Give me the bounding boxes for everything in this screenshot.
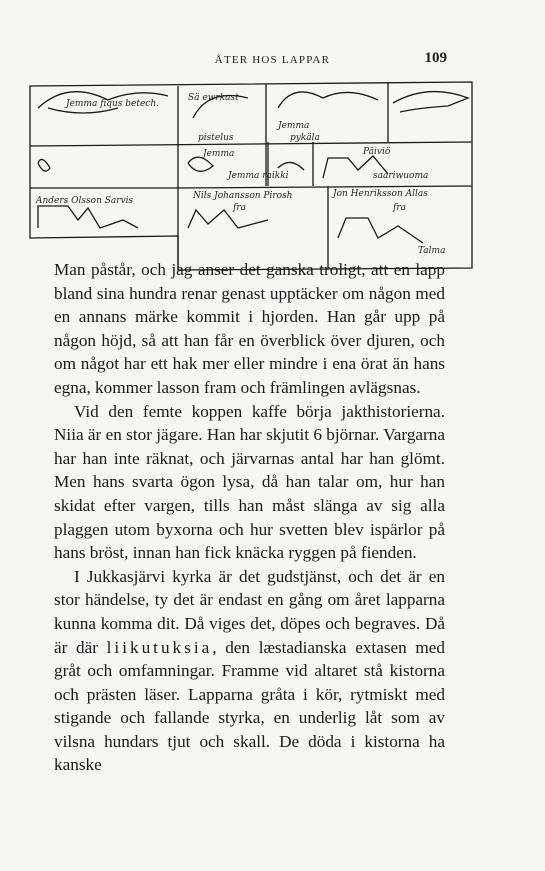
ear-mark-11 (338, 218, 423, 243)
paragraph (54, 258, 445, 400)
body-text (54, 258, 445, 777)
paragraph (54, 565, 445, 777)
mark-caption: fra (233, 203, 246, 213)
earmark-drawing (28, 78, 474, 273)
running-head: ÅTER HOS LAPPAR (214, 54, 331, 66)
reindeer-earmark-figure (28, 78, 474, 273)
mark-caption: Talma (418, 246, 446, 256)
paragraph-text: Vid den femte koppen kaffe börja jakthistorierna. Niia är en stor jägare. Han har skjutit 6 björnar. Vargarna har han inte räknat, och järvarnas antal har han glömt. Men hans svarta ögon lysa, då han talar om, hur han skidat efter vargen, tills han måst slänga av sig alla plaggen utom byxorna och hur svetten blev ispärlor på hans bröst, innan han fick knäcka ryggen på fienden. (54, 401, 445, 563)
ear-mark-5 (38, 159, 50, 171)
mark-caption: fra (393, 203, 406, 213)
mark-caption: Nils Johansson Pirosh (193, 191, 293, 201)
page-header (38, 50, 507, 74)
ear-mark-10 (188, 210, 268, 228)
mark-caption: Jon Henriksson Allas (333, 189, 428, 199)
ear-mark-4 (393, 92, 468, 112)
paragraph-text: I Jukkasjärvi kyrka är det gudstjänst, och det är en stor händelse, ty det är endast en gång om året lapparna kunna komma dit. Då viges det, döpes och begraves. Då är där (54, 566, 445, 657)
mark-caption: Jemma (203, 149, 235, 159)
mark-caption: Jemma (278, 121, 310, 131)
mark-caption: Päiviö (363, 147, 391, 157)
ear-mark-3 (278, 92, 378, 108)
paragraph-text: , den læstadianska extasen med gråt och omfamningar. Framme vid altaret stå kistorna och prästen läser. Lapparna gråta i kör, rytmiskt med stigande och fallande styrka, en underlig låt som av vilsna hundars tjut och skall. De döda i kistorna ha kanske (54, 637, 445, 775)
page-number: 109 (424, 50, 447, 66)
spaced-word: liikutuksia (106, 637, 213, 657)
mark-caption: Sä ewrkast (188, 93, 239, 103)
mark-caption: pistelus (198, 133, 234, 143)
mark-captions (35, 93, 445, 256)
ear-mark-6 (188, 157, 213, 171)
ear-mark-9 (38, 206, 138, 228)
ear-mark-7 (278, 162, 304, 170)
mark-caption: Anders Olsson Sarvis (36, 196, 134, 206)
mark-caption: Jemma fiqus betech. (66, 99, 159, 109)
mark-caption: Jemma raikki (228, 171, 289, 181)
mark-caption: saariwuoma (373, 171, 429, 181)
paragraph-text: Man påstår, och jag anser det ganska troligt, att en lapp bland sina hundra renar genast upptäcker om någon med en annans märke kommit i hjorden. Han går upp på någon höjd, så att han får en överblick över djuren, och om något har ett hak mer eller mindre i ena örat än hans egna, kommer lasson fram och främlingen avlägsnas. (54, 260, 445, 397)
paragraph (54, 400, 445, 565)
mark-caption: pykäla (290, 133, 320, 143)
